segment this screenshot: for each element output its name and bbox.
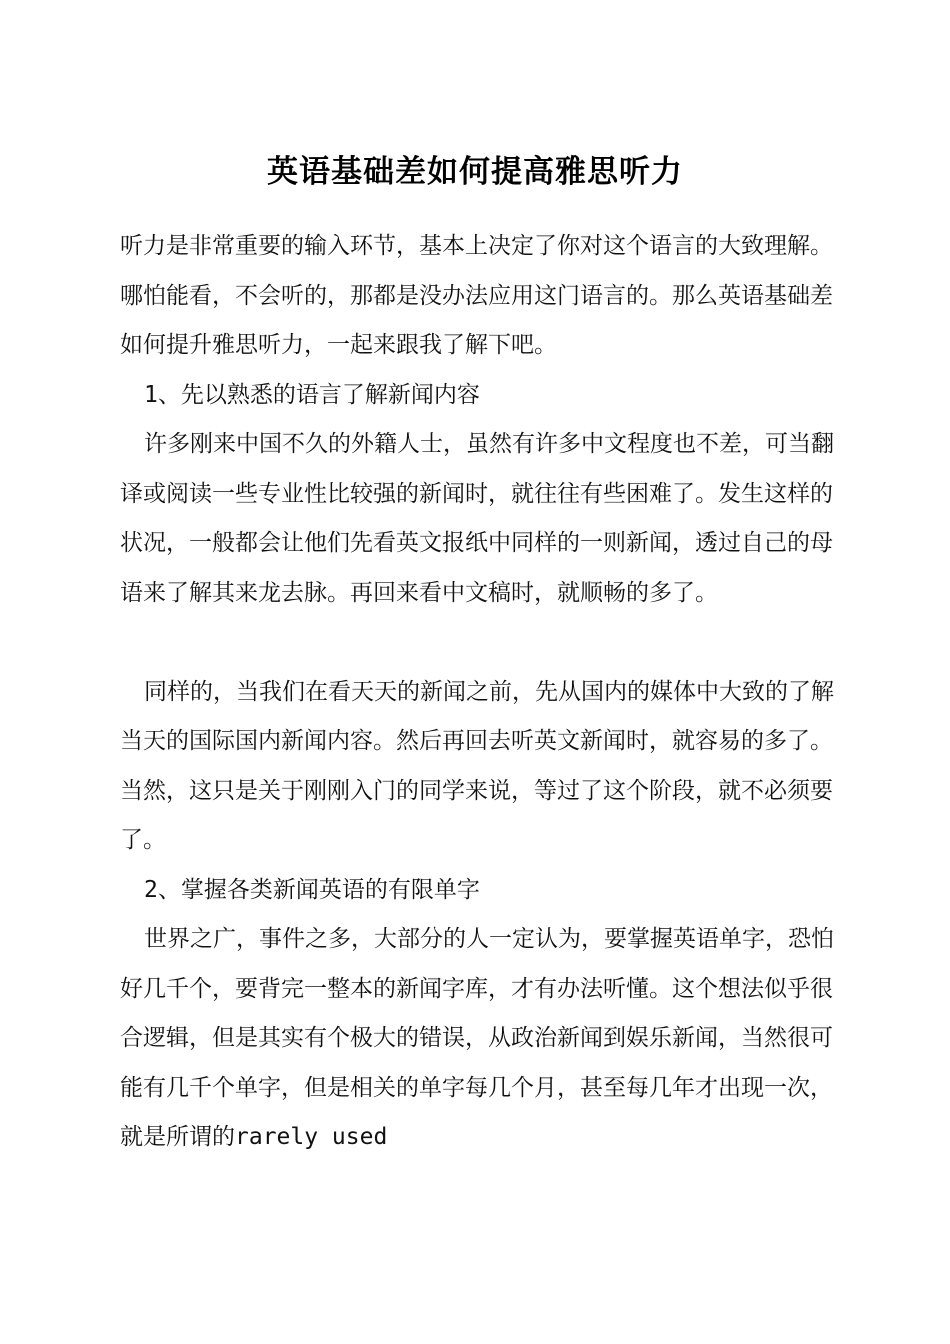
paragraph-spacer <box>120 618 840 668</box>
document-title: 英语基础差如何提高雅思听力 <box>267 154 683 190</box>
paragraph-intro: 听力是非常重要的输入环节，基本上决定了你对这个语言的大致理解。哪怕能看，不会听的，那都是没办法应用这门语言的。那么英语基础差如何提升雅思听力，一起来跟我了解下吧。 <box>120 233 833 358</box>
paragraph-section-1-continued: 同样的，当我们在看天天的新闻之前，先从国内的媒体中大致的了解当天的国际国内新闻内容。然后再回去听英文新闻时，就容易的多了。当然，这只是关于刚刚入门的同学来说，等过了这个阶段，就不必须要了。 <box>120 678 834 853</box>
document-body <box>120 222 840 1163</box>
paragraph-section-1: 许多刚来中国不久的外籍人士，虽然有许多中文程度也不差，可当翻译或阅读一些专业性比较强的新闻时，就往往有些困难了。发生这样的状况，一般都会让他们先看英文报纸中同样的一则新闻，透过自己的母语来了解其来龙去脉。再回来看中文稿时，就顺畅的多了。 <box>120 431 834 606</box>
section-heading-1: 1、先以熟悉的语言了解新闻内容 <box>144 381 480 408</box>
paragraph-section-2: 世界之广，事件之多，大部分的人一定认为，要掌握英语单字，恐怕好几千个，要背完一整本的新闻字库，才有办法听懂。这个想法似乎很合逻辑，但是其实有个极大的错误，从政治新闻到娱乐新闻，当然很可能有几千个单字，但是相关的单字每几个月，甚至每几年才出现一次，就是所谓的rarely used <box>120 926 834 1150</box>
section-heading-2: 2、掌握各类新闻英语的有限单字 <box>144 876 480 903</box>
